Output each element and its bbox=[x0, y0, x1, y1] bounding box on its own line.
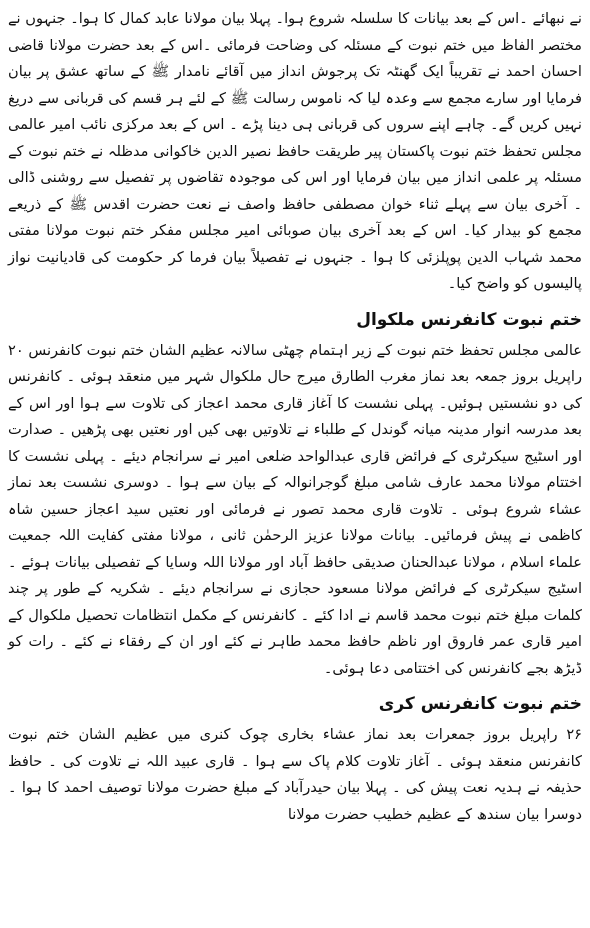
paragraph-intro: نے نبھائے ۔اس کے بعد بیانات کا سلسلہ شروع ہوا۔ پہلا بیان مولانا عابد کمال کا ہوا۔ جنہوں نے مختصر الفاظ میں ختم نبوت کے مسئلہ کی وضاحت فرمائی ۔اس کے بعد حضرت مولانا قاضی احسان احمد نے تقریباً ایک گھنٹہ تک پرجوش انداز میں آقائے نامدار ﷺ کے ساتھ عشق پر بیان فرمایا اور سارے مجمع سے وعدہ لیا کہ ناموس رسالت ﷺ کے لئے ہر قسم کی قربانی سے دریغ نہیں کریں گے۔ چاہے اپنے سروں کی قربانی ہی دینا پڑے ۔ اس کے بعد مرکزی نائب امیر عالمی مجلس تحفظ ختم نبوت پاکستان پیر طریقت حافظ نصیر الدین خاکوانی مدظلہ نے ختم نبوت کے مسئلہ پر علمی انداز میں بیان فرمایا اور اس کی موجودہ تقاضوں پر تفصیل سے روشنی ڈالی ۔ آخری بیان سے پہلے ثناء خوان مصطفی حافظ واصف نے نعت حضرت اقدس ﷺ کے ذریعے مجمع کو بیدار کیا۔ اس کے بعد آخری بیان صوبائی امیر مجلس مفکر ختم نبوت مولانا مفتی محمد شہاب الدین پوپلزئی کا ہوا ۔ جنہوں نے تفصیلاً بیان فرما کر حکومت کی قادیانیت نواز پالیسوں کو واضح کیا۔ bbox=[8, 10, 582, 292]
heading-kunri-conference: ختم نبوت کانفرنس کری bbox=[378, 694, 582, 714]
heading-malakwal-conference: ختم نبوت کانفرنس ملکوال bbox=[356, 309, 582, 330]
paragraph-kunri: ۲۶ راپریل بروز جمعرات بعد نماز عشاء بخاری چوک کنری میں عظیم الشان ختم نبوت کانفرنس منعقد ہوئی ۔ آغاز تلاوت کلام پاک سے ہوا ۔ قاری عبید اللہ نے تلاوت کی ۔ حافظ حذیفہ نے ہدیہ نعت پیش کی ۔ پہلا بیان حیدرآباد کے مبلغ حضرت مولانا توصیف احمد کا ہوا ۔ دوسرا بیان سندھ کے عظیم خطیب حضرت مولانا bbox=[8, 726, 582, 823]
paragraph-malakwal: عالمی مجلس تحفظ ختم نبوت کے زیر اہتمام چھٹی سالانہ عظیم الشان ختم نبوت کانفرنس ۲۰ راپریل بروز جمعہ بعد نماز مغرب الطارق میرج حال ملکوال شہر میں منعقد ہوئی ۔ کانفرنس کی دو نشستیں ہوئیں۔ پہلی نشست کا آغاز قاری محمد اعجاز کی تلاوت سے ہوا اور اس کے بعد مدرسہ انوار مدینہ میانہ گوندل کے طلباء نے تلاوتیں بھی کیں اور نعتیں بھی پڑھیں ۔ صدارت اور اسٹیج سیکرٹری کے فرائض قاری عبدالواحد ضلعی امیر نے سرانجام دیئے ۔ پہلی نشست کا اختتام مولانا محمد عارف شامی مبلغ گوجرانوالہ کے بیان سے ہوا ۔ دوسری نشست بعد نماز عشاء شروع ہوئی ۔ تلاوت قاری محمد تصور نے فرمائی اور نعتیں سید اعجاز حسین شاہ کاظمی نے پیش فرمائیں۔ بیانات مولانا عزیز الرحمٰن ثانی ، مولانا مفتی کفایت اللہ جمعیت علماء اسلام ، مولانا عبدالحنان صدیقی حافظ آباد اور مولانا اللہ وسایا کے تفصیلی بیانات ہوئے ۔ اسٹیج سیکرٹری کے فرائض مولانا مسعود حجازی نے سرانجام دیئے ۔ شکریہ کے طور پر چند کلمات مبلغ ختم نبوت محمد قاسم نے ادا کئے ۔ کانفرنس کے مکمل انتظامات تحصیل ملکوال کے امیر قاری عمر فاروق اور ناظم حافظ محمد طاہر نے کئے اور ان کے رفقاء نے کئے ۔ رات کو ڈیڑھ بجے کانفرنس کی اختتامی دعا ہوئی۔ bbox=[8, 341, 582, 677]
